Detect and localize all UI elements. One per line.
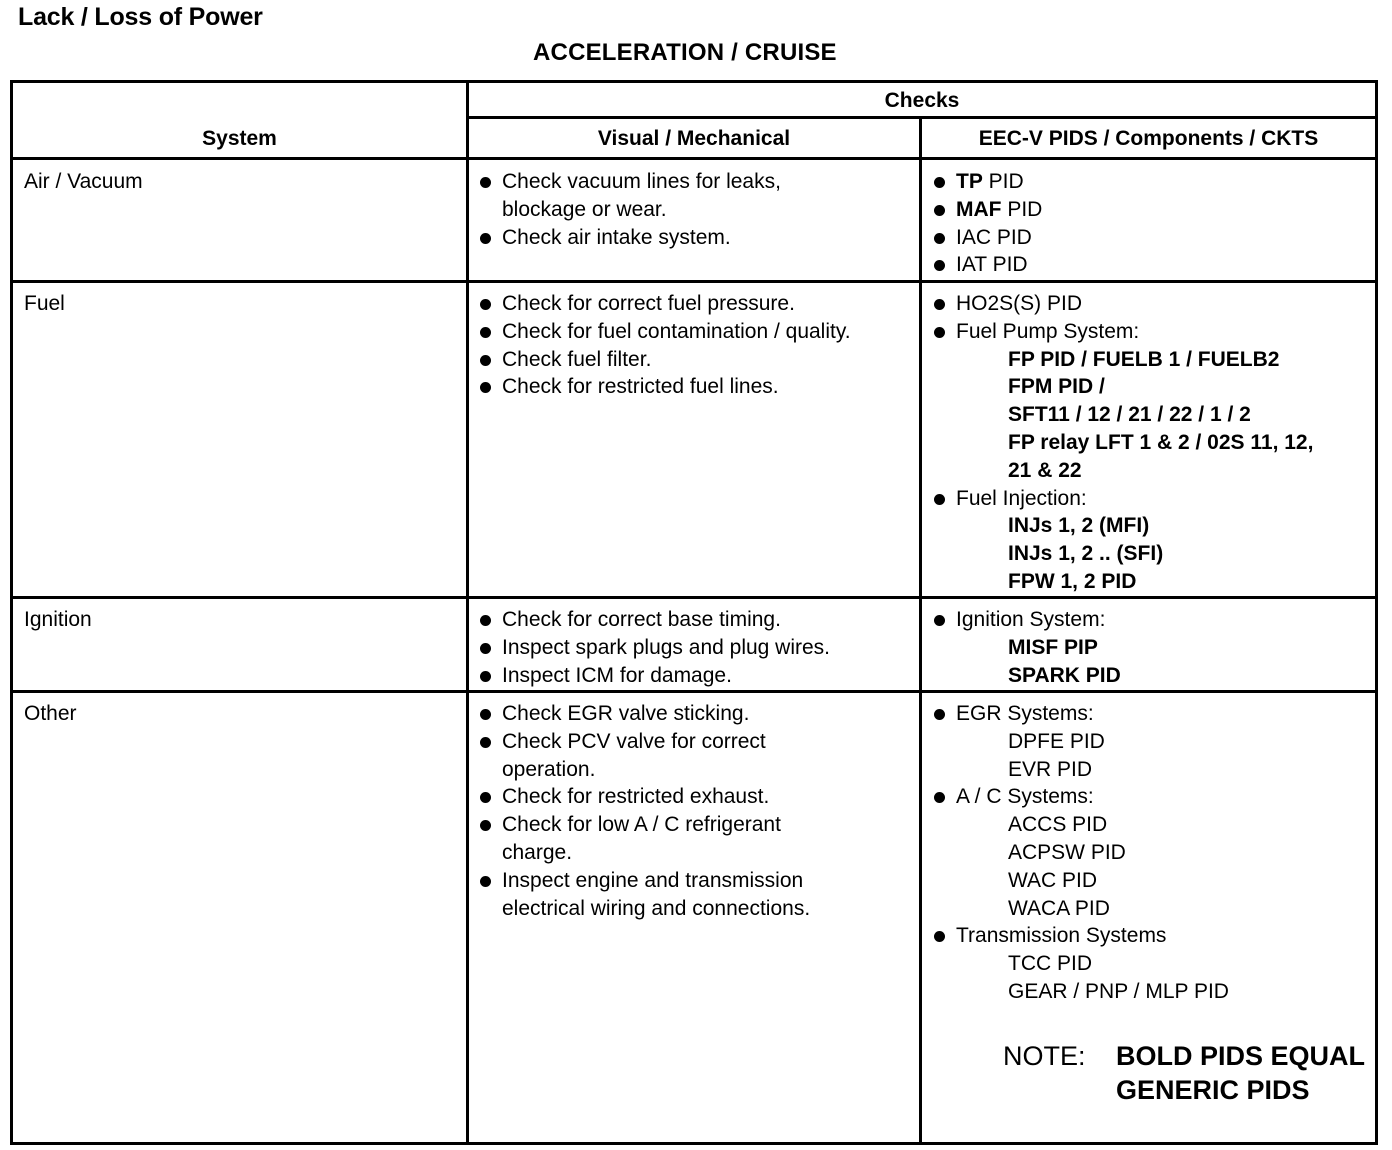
note-label: NOTE: xyxy=(1003,1041,1086,1071)
bullet-icon xyxy=(480,177,491,188)
list-item: Inspect engine and transmission electrical wiring and connections. xyxy=(476,867,916,923)
list-item: Inspect spark plugs and plug wires. xyxy=(476,634,916,662)
list-item: TP PID xyxy=(930,168,1370,196)
list-item: Fuel Injection: xyxy=(930,485,1370,513)
pid-line: WAC PID xyxy=(1008,868,1098,892)
list-item: IAT PID xyxy=(930,251,1370,279)
eec-air-vacuum xyxy=(930,168,1370,279)
pid-line: FPW 1, 2 PID xyxy=(1008,569,1137,593)
bullet-icon xyxy=(480,355,491,366)
col-divider-visual xyxy=(919,118,922,1145)
header-eec-v: EEC-V PIDS / Components / CKTS xyxy=(978,127,1319,150)
bullet-icon xyxy=(480,615,491,626)
system-label: Air / Vacuum xyxy=(24,170,143,193)
list-item: Check for restricted exhaust. xyxy=(476,783,916,811)
list-item: HO2S(S) PID xyxy=(930,290,1370,318)
list-item: Check EGR valve sticking. xyxy=(476,700,916,728)
bullet-icon xyxy=(480,820,491,831)
row-divider-ignition xyxy=(10,690,1378,693)
system-other xyxy=(24,700,77,728)
pid-line: EVR PID xyxy=(1008,757,1093,781)
eec-other xyxy=(930,700,1370,1006)
bullet-icon xyxy=(480,327,491,338)
visual-air-vacuum xyxy=(476,168,916,251)
bullet-icon xyxy=(480,876,491,887)
section-subtitle: ACCELERATION / CRUISE xyxy=(533,39,837,66)
visual-fuel xyxy=(476,290,916,401)
pid-line: ACPSW PID xyxy=(1008,840,1126,864)
note-text: BOLD PIDS EQUAL GENERIC PIDS xyxy=(1116,1041,1365,1105)
bullet-icon xyxy=(934,177,945,188)
bullet-icon xyxy=(480,382,491,393)
header-system: System xyxy=(202,127,277,150)
bullet-icon xyxy=(934,792,945,803)
col-divider-system xyxy=(466,80,469,1145)
list-item: Check air intake system. xyxy=(476,224,916,252)
pid-line: WACA PID xyxy=(1008,896,1110,920)
list-item: Check PCV valve for correct operation. xyxy=(476,728,916,784)
list-item: IAC PID xyxy=(930,224,1370,252)
bullet-icon xyxy=(934,931,945,942)
pid-line: TCC PID xyxy=(1008,952,1092,976)
pid-line: FP relay LFT 1 & 2 / 02S 11, 12, xyxy=(1008,430,1314,454)
bullet-icon xyxy=(480,792,491,803)
pid-line: FPM PID / xyxy=(1008,375,1105,399)
header-divider-checks xyxy=(466,116,1378,119)
list-item: Check for correct base timing. xyxy=(476,606,916,634)
bullet-icon xyxy=(934,327,945,338)
list-item: Check for correct fuel pressure. xyxy=(476,290,916,318)
bullet-icon xyxy=(934,615,945,626)
system-air-vacuum xyxy=(24,168,143,196)
list-item: MAF PID xyxy=(930,196,1370,224)
visual-other xyxy=(476,700,916,922)
header-bottom-rule xyxy=(10,157,1378,160)
bullet-icon xyxy=(934,233,945,244)
row-divider-fuel xyxy=(10,596,1378,599)
bullet-icon xyxy=(480,643,491,654)
list-item: Inspect ICM for damage. xyxy=(476,662,916,690)
bullet-icon xyxy=(480,709,491,720)
list-item: Check vacuum lines for leaks, blockage or wear. xyxy=(476,168,916,224)
list-item: Ignition System: xyxy=(930,606,1370,634)
list-item: Check for low A / C refrigerant charge. xyxy=(476,811,916,867)
row-divider-air xyxy=(10,280,1378,283)
header-checks: Checks xyxy=(884,89,960,112)
bullet-icon xyxy=(934,205,945,216)
system-fuel xyxy=(24,290,65,318)
bullet-icon xyxy=(934,260,945,271)
pid-line: DPFE PID xyxy=(1008,729,1105,753)
header-visual-mechanical: Visual / Mechanical xyxy=(597,127,791,150)
bullet-icon xyxy=(480,299,491,310)
list-item: Check for restricted fuel lines. xyxy=(476,373,916,401)
list-item: A / C Systems: xyxy=(930,783,1370,811)
bullet-icon xyxy=(480,671,491,682)
pid-line: ACCS PID xyxy=(1008,813,1108,837)
list-item: Fuel Pump System: xyxy=(930,318,1370,346)
pid-line: MISF PIP xyxy=(1008,635,1098,659)
list-item: Transmission Systems xyxy=(930,922,1370,950)
eec-fuel xyxy=(930,290,1370,596)
bullet-icon xyxy=(480,737,491,748)
visual-ignition xyxy=(476,606,916,689)
list-item: Check for fuel contamination / quality. xyxy=(476,318,916,346)
bullet-icon xyxy=(934,709,945,720)
bullet-icon xyxy=(934,494,945,505)
eec-ignition xyxy=(930,606,1370,689)
pid-line: 21 & 22 xyxy=(1008,458,1082,482)
list-item: Check fuel filter. xyxy=(476,346,916,374)
pid-line: GEAR / PNP / MLP PID xyxy=(1008,979,1229,1003)
list-item: EGR Systems: xyxy=(930,700,1370,728)
system-ignition xyxy=(24,606,92,634)
pid-line: SPARK PID xyxy=(1008,663,1121,687)
system-label: Fuel xyxy=(24,292,65,315)
system-label: Other xyxy=(24,702,77,725)
pid-line: INJs 1, 2 (MFI) xyxy=(1008,514,1150,538)
pid-line: INJs 1, 2 .. (SFI) xyxy=(1008,542,1164,566)
pid-line: FP PID / FUELB 1 / FUELB2 xyxy=(1008,347,1280,371)
pid-line: SFT11 / 12 / 21 / 22 / 1 / 2 xyxy=(1008,403,1251,427)
page-title: Lack / Loss of Power xyxy=(18,3,263,31)
bullet-icon xyxy=(480,233,491,244)
bullet-icon xyxy=(934,299,945,310)
system-label: Ignition xyxy=(24,608,92,631)
